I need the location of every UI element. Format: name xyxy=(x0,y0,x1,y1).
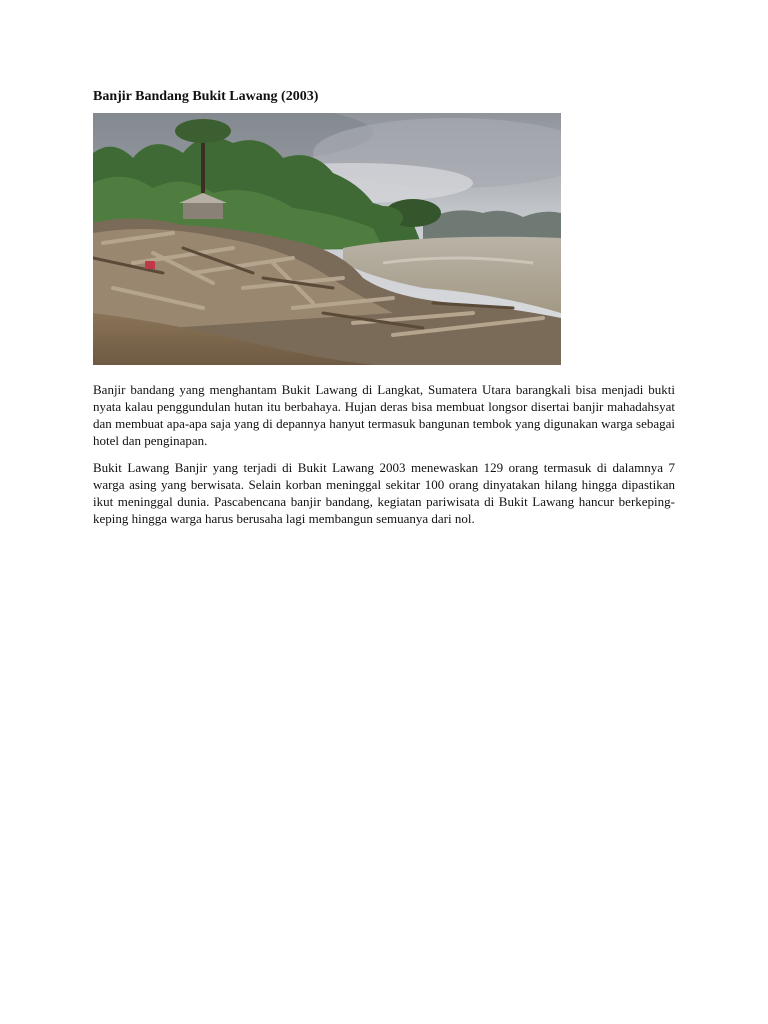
paragraph-1: Banjir bandang yang menghantam Bukit Lawang di Langkat, Sumatera Utara barangkali bisa menjadi bukti nyata kalau penggundulan hutan itu berbahaya. Hujan deras bisa membuat longsor disertai banjir mahadahsyat dan membuat apa-apa saja yang di depannya hanyut termasuk bangunan tembok yang digunakan warga sebagai hotel dan penginapan. xyxy=(93,382,675,448)
document-title: Banjir Bandang Bukit Lawang (2003) xyxy=(93,89,319,104)
document-page xyxy=(93,88,675,537)
flood-debris-photo xyxy=(93,113,561,365)
paragraph-2: Bukit Lawang Banjir yang terjadi di Bukit Lawang 2003 menewaskan 129 orang termasuk di dalamnya 7 warga asing yang berwisata. Selain korban meninggal sekitar 100 orang dinyatakan hilang hingga dipastikan ikut meninggal dunia. Pascabencana banjir bandang, kegiatan pariwisata di Bukit Lawang hancur berkeping-keping hingga warga harus berusaha lagi membangun semuanya dari nol. xyxy=(93,460,675,526)
